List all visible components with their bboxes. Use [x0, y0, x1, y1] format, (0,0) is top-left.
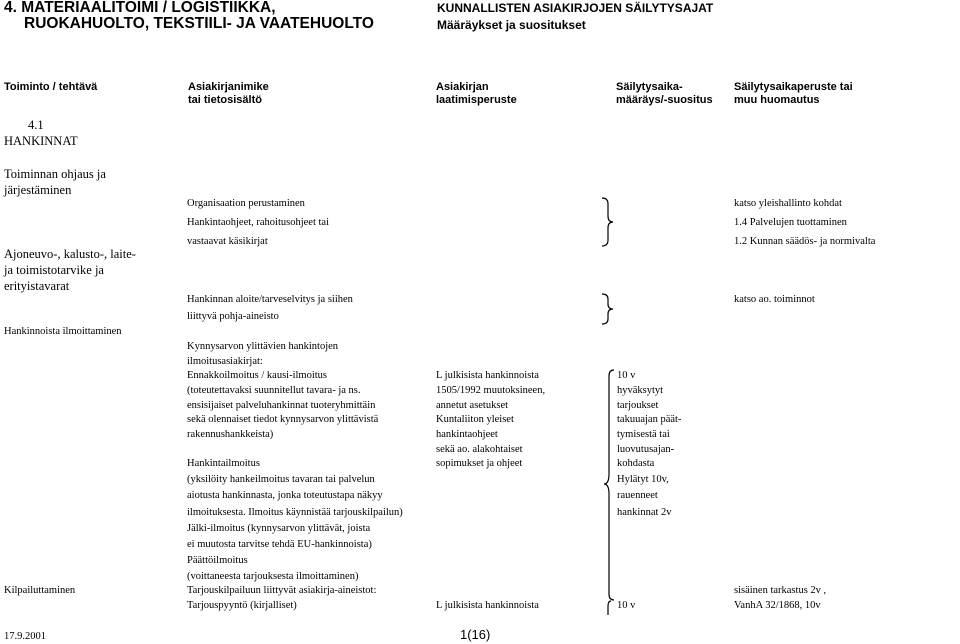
retention-row-8: Hylätyt 10v,: [617, 474, 669, 485]
doc-row-2: Hankintaohjeet, rahoitusohjeet tai: [187, 217, 329, 228]
task-management: Toiminnan ohjaus ja: [4, 167, 106, 181]
remark-row-2: 1.4 Palvelujen tuottaminen: [734, 217, 847, 228]
header-title-line1: 4. MATERIAALITOIMI / LOGISTIIKKA,: [4, 0, 276, 16]
retention-row-2: hyväksytyt: [617, 385, 664, 396]
basis-row-4: Kuntaliiton yleiset: [436, 414, 514, 425]
basis-row-3: annetut asetukset: [436, 400, 509, 411]
column-header-remark-sub: muu huomautus: [734, 94, 820, 106]
retention-row-9: rauenneet: [617, 490, 658, 501]
retention-row-5: tymisestä tai: [617, 429, 670, 440]
doc-row-4: Hankinnan aloite/tarveselvitys ja siihen: [187, 294, 353, 305]
doc-row-6: Kynnysarvon ylittävien hankintojen: [187, 341, 339, 352]
doc-row-20: (voittaneesta tarjouksesta ilmoittaminen): [187, 571, 359, 582]
doc-row-16: ilmoituksesta. Ilmoitus käynnistää tarjouskilpailun): [187, 507, 403, 518]
doc-row-22: Tarjouspyyntö (kirjalliset): [187, 600, 297, 611]
doc-row-5: liittyvä pohja-aineisto: [187, 311, 279, 322]
doc-row-8: Ennakkoilmoitus / kausi-ilmoitus: [187, 370, 327, 381]
doc-row-12: rakennushankkeista): [187, 429, 274, 440]
doc-row-11: sekä olennaiset tiedot kynnysarvon ylittävistä: [187, 414, 379, 425]
retention-row-10: hankinnat 2v: [617, 507, 672, 518]
basis-row-2: 1505/1992 muutoksineen,: [436, 385, 546, 396]
column-header-task: Toiminto / tehtävä: [4, 81, 98, 93]
doc-row-1: Organisaation perustaminen: [187, 198, 305, 209]
right-brace-icon: [600, 196, 616, 248]
doc-row-9: (toteutettavaksi suunnitellut tavara- ja ns.: [187, 385, 361, 396]
retention-row-6: luovutusajan-: [617, 444, 675, 455]
task-tendering: Kilpailuttaminen: [4, 585, 76, 596]
column-header-retention-sub: määräys/-suositus: [616, 94, 713, 106]
doc-row-19: Päättöilmoitus: [187, 555, 248, 566]
doc-row-13: Hankintailmoitus: [187, 458, 260, 469]
retention-row-1: 10 v: [617, 370, 636, 381]
doc-row-3: vastaavat käsikirjat: [187, 236, 268, 247]
section-title: HANKINNAT: [4, 134, 78, 148]
task-notification: Hankinnoista ilmoittaminen: [4, 326, 122, 337]
header-title-line2: RUOKAHUOLTO, TEKSTIILI- JA VAATEHUOLTO: [24, 15, 374, 32]
task-management-cont: järjestäminen: [4, 183, 72, 197]
basis-row-6: sekä ao. alakohtaiset: [436, 444, 523, 455]
column-header-retention: Säilytysaika-: [616, 81, 683, 93]
column-header-basis: Asiakirjan: [436, 81, 489, 93]
basis-row-8: L julkisista hankinnoista: [436, 600, 539, 611]
document-subtitle: Määräykset ja suositukset: [437, 18, 586, 32]
doc-row-14: (yksilöity hankeilmoitus tavaran tai palvelun: [187, 474, 375, 485]
doc-row-7: ilmoitusasiakirjat:: [187, 356, 263, 367]
footer-date: 17.9.2001: [4, 631, 46, 642]
retention-row-11: 10 v: [617, 600, 636, 611]
right-brace-icon: [600, 292, 616, 326]
doc-row-15: aiotusta hankinnasta, jonka toteutustapa näkyy: [187, 490, 383, 501]
basis-row-5: hankintaohjeet: [436, 429, 498, 440]
remark-row-5: sisäinen tarkastus 2v ,: [734, 585, 827, 596]
footer-page-number: 1(16): [460, 627, 491, 642]
task-vehicles-cont1: ja toimistotarvike ja: [4, 263, 104, 277]
task-vehicles-cont2: erityistavarat: [4, 279, 70, 293]
basis-row-1: L julkisista hankinnoista: [436, 370, 539, 381]
section-number: 4.1: [28, 118, 44, 132]
doc-row-17: Jälki-ilmoitus (kynnysarvon ylittävät, joista: [187, 523, 371, 534]
basis-row-7: sopimukset ja ohjeet: [436, 458, 523, 469]
column-header-basis-sub: laatimisperuste: [436, 94, 517, 106]
left-brace-icon: [602, 368, 616, 602]
retention-row-7: kohdasta: [617, 458, 655, 469]
column-header-document-name: Asiakirjanimike: [188, 81, 269, 93]
remark-row-1: katso yleishallinto kohdat: [734, 198, 842, 209]
remark-row-3: 1.2 Kunnan säädös- ja normivalta: [734, 236, 876, 247]
retention-row-3: tarjoukset: [617, 400, 659, 411]
doc-row-10: ensisijaiset palveluhankinnat tuoteryhmittäin: [187, 400, 376, 411]
remark-row-6: VanhA 32/1868, 10v: [734, 600, 821, 611]
retention-row-4: takuuajan päät-: [617, 414, 682, 425]
column-header-remark: Säilytysaikaperuste tai: [734, 81, 853, 93]
column-header-document-name-sub: tai tietosisältö: [188, 94, 262, 106]
brace-fragment-icon: [604, 600, 614, 616]
remark-row-4: katso ao. toiminnot: [734, 294, 815, 305]
doc-row-18: ei muutosta tarvitse tehdä EU-hankinnoista): [187, 539, 372, 550]
doc-row-21: Tarjouskilpailuun liittyvät asiakirja-aineistot:: [187, 585, 377, 596]
task-vehicles: Ajoneuvo-, kalusto-, laite-: [4, 247, 136, 261]
document-title: KUNNALLISTEN ASIAKIRJOJEN SÄILYTYSAJAT: [437, 1, 714, 15]
